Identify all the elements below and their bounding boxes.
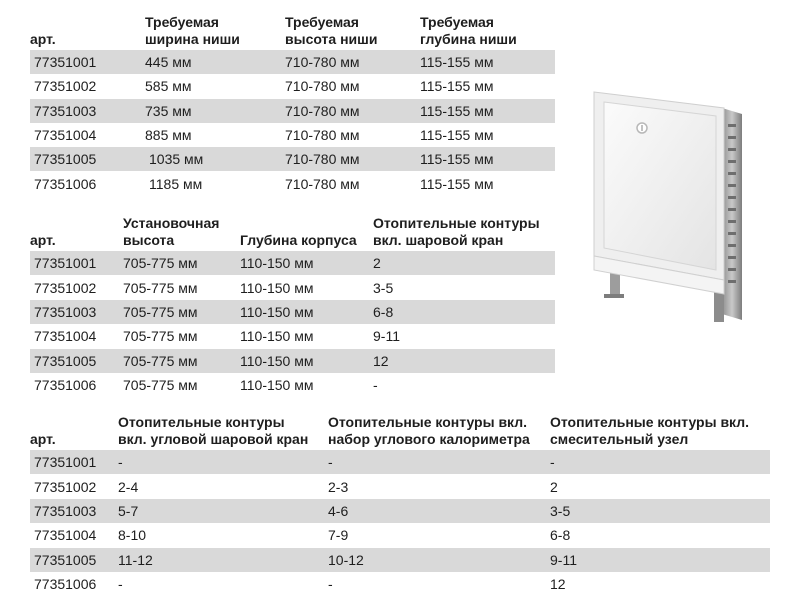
cell-circuits: - [373,377,378,394]
cell-article: 77351001 [34,54,97,71]
cell-circuits: 6-8 [373,303,394,320]
circuits-table [30,407,770,596]
cabinet-drawing [590,84,750,328]
cell-angle-valve: - [118,454,123,471]
table-row [30,300,555,324]
table-row [30,251,555,275]
cell-installation-height: 705-775 мм [123,352,198,369]
header-body-depth: Глубина корпуса [240,232,357,248]
cell-article: 77351001 [34,454,97,471]
cell-article: 77351003 [34,102,97,119]
cell-body-depth: 110-150 мм [240,303,314,320]
cell-article: 77351003 [34,303,97,320]
cell-calorimeter: 4-6 [328,502,349,519]
table-row [30,50,555,74]
cell-article: 77351005 [34,352,97,369]
cell-angle-valve: 5-7 [118,502,139,519]
table-row [30,275,555,299]
cell-niche-height: 710-780 мм [285,102,360,119]
header-installation-height: Установочная высота [123,215,220,248]
niche-dimensions-table [30,8,555,196]
cell-niche-width: 735 мм [145,102,192,119]
header-circuits-ball-valve: Отопительные контуры вкл. шаровой кран [373,215,540,248]
table-row [30,499,770,523]
cell-body-depth: 110-150 мм [240,352,314,369]
cell-angle-valve: 11-12 [118,551,153,568]
cell-calorimeter: - [328,454,333,471]
cell-niche-depth: 115-155 мм [420,54,494,71]
cell-article: 77351004 [34,527,97,544]
table-row [30,74,555,98]
cell-niche-height: 710-780 мм [285,151,360,168]
header-article: арт. [30,431,56,447]
cell-niche-width: 1185 мм [149,175,203,192]
table-row [30,99,555,123]
table-row [30,523,770,547]
cell-niche-depth: 115-155 мм [420,127,494,144]
cell-calorimeter: 2-3 [328,478,349,495]
cell-article: 77351004 [34,127,97,144]
cell-niche-depth: 115-155 мм [420,175,494,192]
cell-mixing-unit: - [550,454,555,471]
cell-article: 77351003 [34,502,97,519]
cell-angle-valve: 8-10 [118,527,147,544]
cell-body-depth: 110-150 мм [240,279,314,296]
cell-niche-width: 1035 мм [149,151,204,168]
cell-calorimeter: - [328,576,333,593]
cell-article: 77351004 [34,328,97,345]
cell-mixing-unit: 2 [550,478,558,495]
cell-mixing-unit: 12 [550,576,566,593]
cell-article: 77351001 [34,255,97,272]
cell-body-depth: 110-150 мм [240,255,314,272]
cell-article: 77351002 [34,478,97,495]
cell-mixing-unit: 9-11 [550,551,577,568]
cell-installation-height: 705-775 мм [123,328,198,345]
cell-angle-valve: - [118,576,123,593]
cell-niche-height: 710-780 мм [285,78,360,95]
table-row [30,123,555,147]
cell-niche-width: 885 мм [145,127,192,144]
cell-niche-depth: 115-155 мм [420,102,494,119]
cell-installation-height: 705-775 мм [123,279,198,296]
cell-calorimeter: 10-12 [328,551,364,568]
cell-niche-height: 710-780 мм [285,54,360,71]
cell-article: 77351005 [34,551,97,568]
header-niche-width: Требуемая ширина ниши [145,14,240,47]
table-row [30,171,555,195]
cell-niche-width: 585 мм [145,78,192,95]
cell-installation-height: 705-775 мм [123,377,198,394]
cell-installation-height: 705-775 мм [123,255,198,272]
cell-article: 77351005 [34,151,97,168]
cell-niche-height: 710-780 мм [285,127,360,144]
header-circuits-mixing-unit: Отопительные контуры вкл. смесительный узел [550,414,750,447]
cell-mixing-unit: 3-5 [550,502,571,519]
table-row [30,324,555,348]
installation-table [30,208,555,397]
table-row [30,572,770,596]
cell-installation-height: 705-775 мм [123,303,198,320]
header-circuits-calorimeter: Отопительные контуры вкл. набор углового калориметра [328,414,530,447]
cell-mixing-unit: 6-8 [550,527,571,544]
cell-niche-width: 445 мм [145,54,192,71]
table-header [30,8,555,50]
cell-article: 77351006 [34,377,97,394]
header-niche-depth: Требуемая глубина ниши [420,14,517,47]
table-row [30,474,770,498]
table-row [30,373,555,397]
cell-circuits: 12 [373,352,389,369]
table-row [30,450,770,474]
header-article: арт. [30,31,56,47]
header-niche-height: Требуемая высота ниши [285,14,378,47]
cell-niche-depth: 115-155 мм [420,78,494,95]
header-article: арт. [30,232,56,248]
cell-circuits: 9-11 [373,328,400,345]
cell-article: 77351002 [34,78,97,95]
table-row [30,548,770,572]
cell-article: 77351006 [34,576,97,593]
cell-circuits: 3-5 [373,279,394,296]
cell-calorimeter: 7-9 [328,527,349,544]
cell-body-depth: 110-150 мм [240,377,314,394]
cell-article: 77351006 [34,175,97,192]
cell-angle-valve: 2-4 [118,478,139,495]
cell-niche-depth: 115-155 мм [420,151,494,168]
cell-circuits: 2 [373,255,381,272]
distribution-cabinet-image [590,84,750,328]
table-row [30,349,555,373]
table-header [30,407,770,450]
cell-niche-height: 710-780 мм [285,175,360,192]
table-row [30,147,555,171]
cell-article: 77351002 [34,279,97,296]
table-header [30,208,555,251]
cell-body-depth: 110-150 мм [240,328,314,345]
header-circuits-angle-valve: Отопительные контуры вкл. угловой шаровой кран [118,414,309,447]
